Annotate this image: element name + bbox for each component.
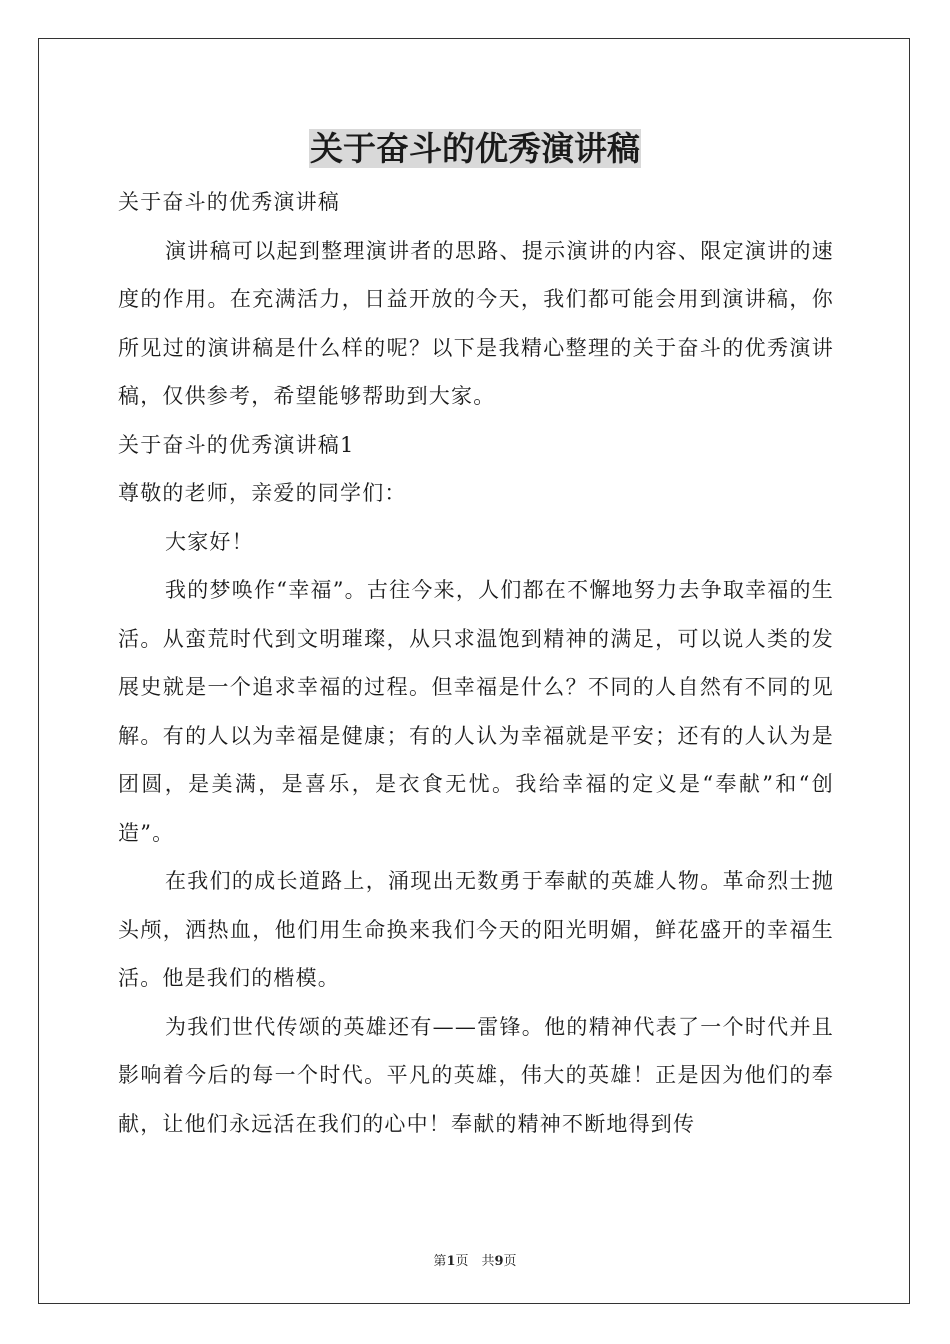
- document-title: [0, 124, 950, 174]
- paragraph-body: 在我们的成长道路上，涌现出无数勇于奉献的英雄人物。革命烈士抛头颅，洒热血，他们用生命换来我们今天的阳光明媚，鲜花盛开的幸福生活。他是我们的楷模。: [118, 869, 834, 990]
- paragraph-subtitle: 关于奋斗的优秀演讲稿: [118, 190, 340, 214]
- footer-suffix: 页: [503, 1254, 517, 1269]
- footer-total-pages: 9: [494, 1254, 504, 1269]
- document-body: [118, 178, 834, 1148]
- footer-mid: 页 共: [455, 1254, 495, 1269]
- paragraph-section-heading: 关于奋斗的优秀演讲稿1: [118, 432, 355, 457]
- paragraph-intro: 演讲稿可以起到整理演讲者的思路、提示演讲的内容、限定演讲的速度的作用。在充满活力，日益开放的今天，我们都可能会用到演讲稿，你所见过的演讲稿是什么样的呢？以下是我精心整理的关于奋斗的优秀演讲稿，仅供参考，希望能够帮助到大家。: [118, 238, 834, 408]
- document-title-text: 关于奋斗的优秀演讲稿: [310, 129, 640, 168]
- paragraph-greeting: 大家好！: [165, 529, 254, 554]
- paragraph-salutation: 尊敬的老师，亲爱的同学们：: [118, 481, 407, 505]
- paragraph-body: 为我们世代传颂的英雄还有——雷锋。他的精神代表了一个时代并且影响着今后的每一个时代。平凡的英雄，伟大的英雄！正是因为他们的奉献，让他们永远活在我们的心中！奉献的精神不断地得到传: [118, 1014, 834, 1136]
- footer-page-number: 1: [446, 1254, 456, 1269]
- footer-prefix: 第: [433, 1254, 447, 1269]
- paragraph-body: 我的梦唤作“幸福”。古往今来，人们都在不懈地努力去争取幸福的生活。从蛮荒时代到文明璀璨，从只求温饱到精神的满足，可以说人类的发展史就是一个追求幸福的过程。但幸福是什么？不同的人自然有不同的见解。有的人以为幸福是健康；有的人认为幸福就是平安；还有的人认为是团圆，是美满，是喜乐，是衣食无忧。我给幸福的定义是“奉献”和“创造”。: [118, 578, 834, 845]
- page-footer: [0, 1250, 950, 1269]
